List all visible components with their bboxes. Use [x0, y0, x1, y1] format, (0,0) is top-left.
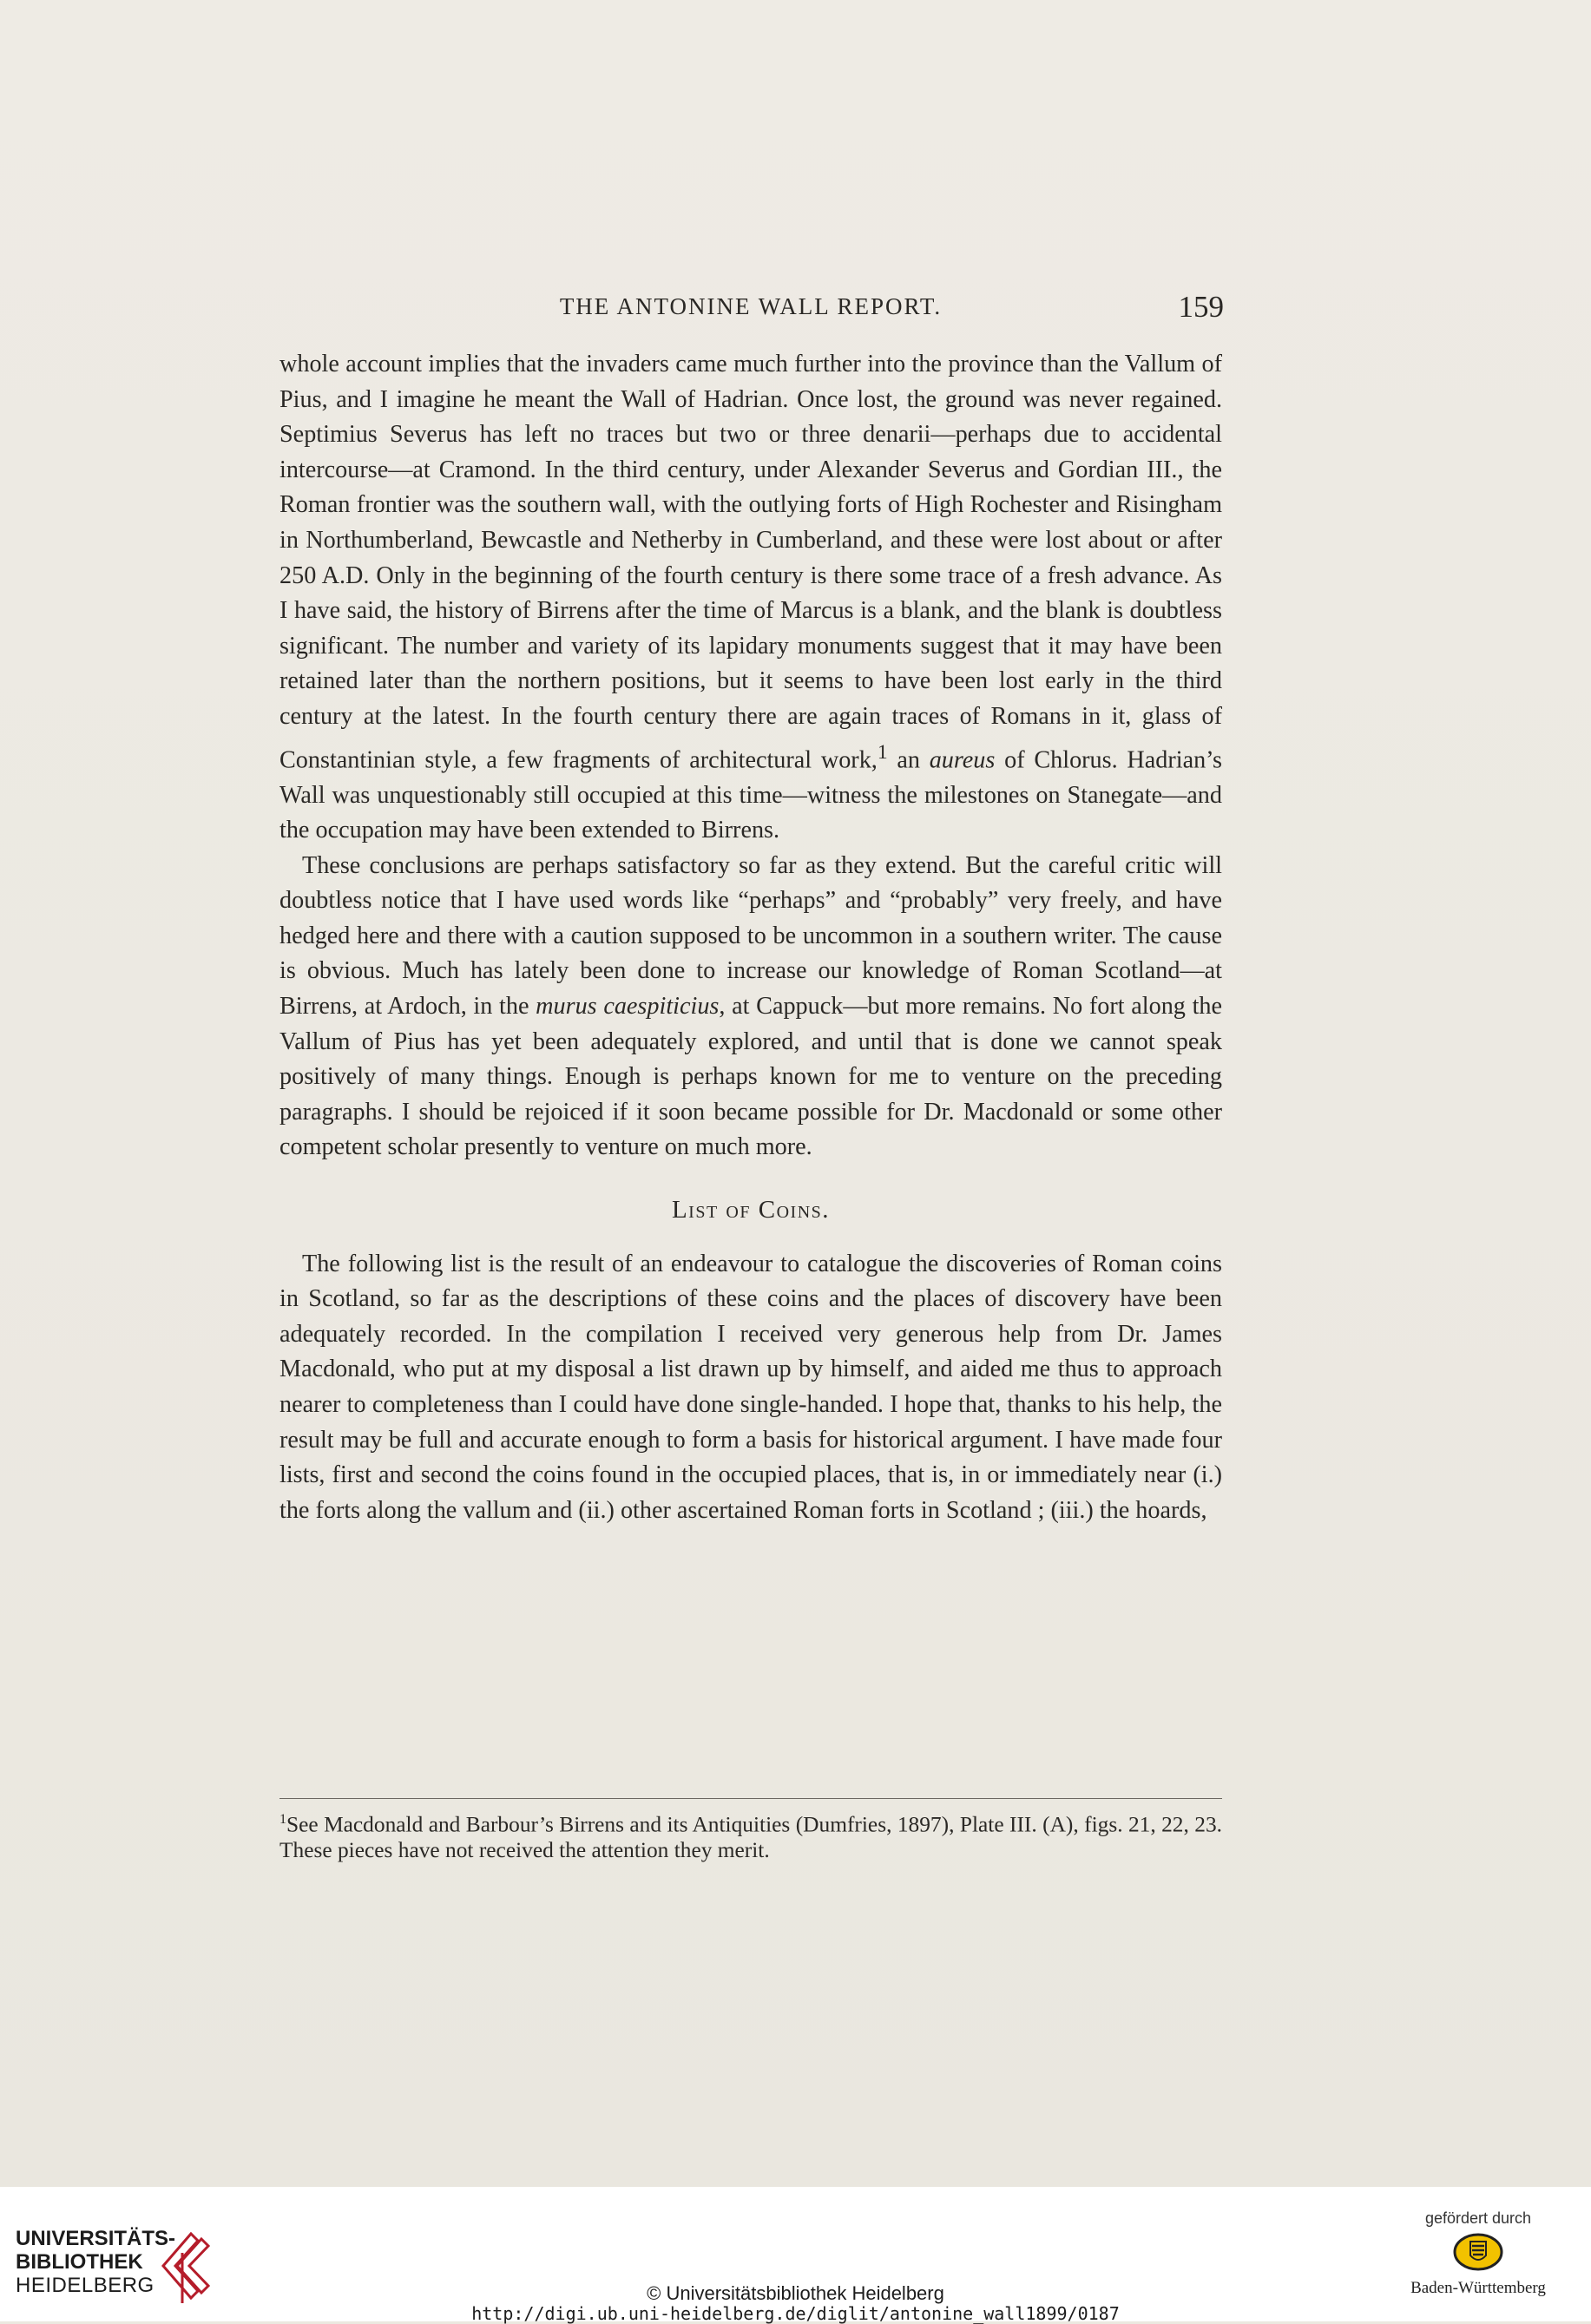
footnote-text: See Macdonald and Barbour’s Birrens and its Antiquities (Dumfries, 1897), Plate III. (A), figs. 21, 22, 23. These pieces have not received the attention they merit. [279, 1812, 1222, 1863]
library-name-line3: HEIDELBERG [16, 2274, 154, 2297]
page-number: 159 [1178, 290, 1224, 324]
paragraph-1-text: whole account implies that the invaders came much further into the province than the Vallum of Pius, and I imagine he meant the Wall of Hadrian. Once lost, the ground was never regained. Septimius Severus has left no traces but two or three denarii—perhaps due to accidental intercourse—at Cramond. In the third century, under Alexander Severus and Gordian III., the Roman frontier was the southern wall, with the outlying forts of High Rochester and Risingham in Northumberland, Bewcastle and Netherby in Cumberland, and these were lost about or after 250 A.D. Only in the beginning of the fourth century is there some trace of a fresh advance. As I have said, the history of Birrens after the time of Marcus is a blank, and the blank is doubtless significant. The number and variety of its lapidary monuments suggest that it may have been retained later than the northern positions, but it seems to have been lost early in the third century at the latest. In the fourth century there are again traces of Romans in it, glass of Constantinian style, a few fragments of architectural work, [279, 351, 1222, 773]
library-name-line1: UNIVERSITÄTS- [16, 2227, 176, 2250]
footnote-marker: 1 [279, 1812, 286, 1827]
running-title: THE ANTONINE WALL REPORT. [559, 293, 943, 319]
sponsor-name: Baden-Württemberg [1410, 2279, 1546, 2297]
section-heading: List of Coins. [671, 1196, 831, 1224]
paragraph-3: The following list is the result of an endeavour to catalogue the discoveries of Roman coins in Scotland, so far as the descriptions of these coins and the places of discovery have been adequately recorded. In the compilation I received very generous help from Dr. James Macdonald, who put at my disposal a list drawn up by himself, and aided me thus to approach nearer to completeness than I could have done single-handed. I hope that, thanks to his help, the result may be full and accurate enough to form a basis for historical argument. I have made four lists, first and second the coins found in the occupied places, that is, in or immediately near (i.) the forts along the vallum and (ii.) other ascertained Roman forts in Scotland ; (iii.) the hoards, [279, 1250, 1222, 1524]
paragraph-1-connector: an [887, 745, 930, 773]
paragraph-1 [279, 347, 1222, 849]
paragraph-2-italic: murus caespiticius [536, 993, 720, 1021]
sponsor-block [1391, 2209, 1565, 2298]
body-text [279, 347, 1222, 1528]
permalink-url[interactable]: http://digi.ub.uni-heidelberg.de/diglit/antonine_wall1899/0187 [471, 2303, 1120, 2324]
footer-bar [0, 2187, 1591, 2324]
paragraph-2-text: These conclusions are perhaps satisfactory so far as they extend. But the careful critic will doubtless notice that I have used words like “perhaps” and “probably” very freely, and have hedged here and there with a caution supposed to be uncommon in a southern writer. The cause is obvious. Much has lately been done to increase our knowledge of Roman Scotland—at Birrens, at Ardoch, in the [279, 851, 1222, 1021]
footnote [279, 1807, 1222, 1863]
paragraph-2 [279, 849, 1222, 1165]
footnote-ref: 1 [877, 740, 888, 764]
paragraph-1-italic: aureus [929, 745, 996, 773]
paragraph-2-tail: , at Cappuck—but more remains. No fort along the Vallum of Pius has yet been adequately explored, and until that is done we cannot speak positively of many things. Enough is perhaps known for me to venture on the preceding paragraphs. I should be rejoiced if it soon became possible for Dr. Macdonald or some other competent scholar presently to venture on much more. [279, 993, 1223, 1161]
paragraph-1-tail: of Chlorus. Hadrian’s Wall was unquestionably still occupied at this time—witness the milestones on Stanegate—and the occupation may have been extended to Birrens. [279, 745, 1222, 844]
running-header [278, 290, 1224, 333]
coat-of-arms-icon [1391, 2233, 1565, 2275]
sponsor-label: gefördert durch [1424, 2209, 1532, 2227]
footnote-rule [279, 1798, 1222, 1799]
copyright-notice: © Universitätsbibliothek Heidelberg [647, 2282, 944, 2304]
library-name-line2: BIBLIOTHEK [16, 2250, 143, 2274]
